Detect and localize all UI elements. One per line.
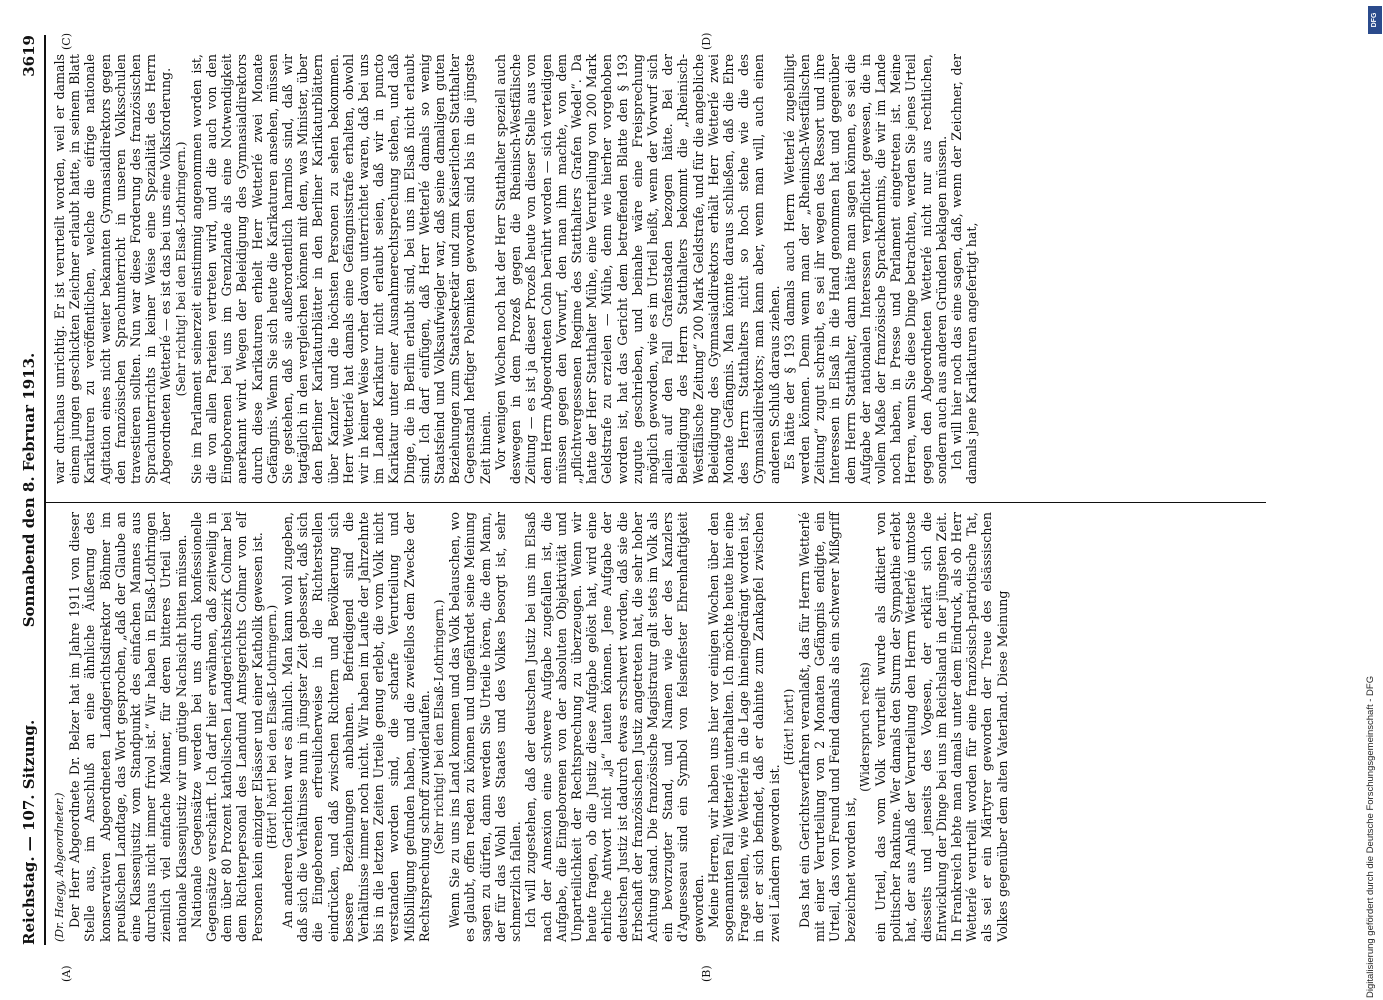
paragraph: Meine Herren, wir haben uns hier vor einigen Wochen über den sogenannten Fall Wetterlé unterhalten. Ich möchte heute hier eine Frage stellen, wie Wetterlé in die Lage hineingedrängt worden ist, in der er sich befindet, daß er dahinte zum Zankapfel zwischen zwei Ländern geworden ist.	[705, 512, 782, 942]
margin-mark-a: (A)	[60, 965, 73, 982]
paragraph: Ich will zugestehen, daß der deutschen Justiz bei uns im Elsaß nach der Annexion eine schwere Aufgabe zugefallen ist, die Aufgabe, die Eingeborenen von der absoluten Objektivität und Unparteilichkeit der Rechtsprechung zu überzeugen. Wenn wir heute fragen, ob die Justiz diese Aufgabe gelöst hat, wird eine ehrliche Antwort nicht „ja“ lauten können. Jene Aufgabe der deutschen Justiz ist dadurch etwas erschwert worden, daß sie die Erbschaft der französischen Justiz angetreten hat, die sehr hoher Achtung stand. Die französische Magistratur galt stets im Volk als ein bevorzugter Stand, und Namen wie der des Kanzlers d'Aguesseau sind ein Symbol von felsenfester Ehrenhaftigkeit geworden.	[523, 512, 706, 942]
paragraph: An anderen Gerichten war es ähnlich. Man kann wohl zugeben, daß sich die Verhältnisse nun in jüngster Zeit gebessert, daß sich die Eingeborenen erfreulicherweise in die Richterstellen eindrücken, und daß zwischen Richtern und Bevölkerung sich bessere Beziehungen anbahnen. Befriedigend sind die Verhältnisse immer noch nicht. Wir haben im Laufe der Jahrzehnte bis in die letzten Zeiten Urteile genug erlebt, die vom Volk nicht verstanden worden sind, die scharfe Verurteilung und Mißbilligung gefunden haben, und die zweifellos dem Zwecke der Rechtsprechung schroff zuwiderlaufen.	[280, 512, 432, 942]
paragraph: Es hätte der § 193 damals auch Herrn Wetterlé zugebilligt werden können. Denn wenn man der „Rheinisch-Westfälischen Zeitung“ zugut schreibt, es sei ihr wegen des Ressort und ihre Interessen in Elsaß in die Hand genommen hat und gegenüber dem Herrn Statthalter, dann hätte man sagen können, es sei die Aufgabe der nationalen Interessen verpflichtet gewesen, die in vollem Maße der französische Sprachkenntnis, die wir im Lande noch haben, in Presse und Parlament eingetreten ist. Meine Herren, wenn Sie diese Dinge betrachten, werden Sie jenes Urteil gegen den Abgeordneten Wetterlé nicht nur aus rechtlichen, sondern auch aus anderen Gründen beklagen müssen.	[781, 54, 949, 484]
interjection: (Hört! hört! bei den Elsaß-Lothringern.)	[264, 604, 279, 850]
paragraph: Nationale Gegensätze werden bei uns durch konfessionelle Gegensätze verschärft. Ich darf hier erwähnen, daß zeitweilig in dem über 80 Prozent katholischen Landgerichtsbezirk Colmar bei dem Richterpersonal des Landund Amtsgerichts Colmar von elf Personen kein einziger Elsässer und einer Katholik gewesen ist.	[188, 512, 265, 942]
speaker-note: (Dr. Haegy, Abgeordneter.)	[53, 792, 66, 942]
right-column	[52, 54, 979, 484]
margin-mark-b: (B)	[700, 965, 713, 982]
header-left: Reichstag. — 107. Sitzung.	[20, 719, 38, 945]
dfg-logo-text: DFG	[1371, 12, 1378, 28]
margin-mark-d: (D)	[700, 32, 713, 50]
digitization-note	[1365, 8, 1377, 998]
interjection: (Hört! hört!)	[781, 688, 796, 766]
interjection: (Widerspruch rechts)	[857, 662, 872, 792]
margin-mark-c: (C)	[60, 33, 73, 50]
paragraph: Sie im Parlament seinerzeit einstimmig angenommen worden ist, die von allen Parteien vertreten wird, und die auch von den Eingeborenen bei uns im Grenzlande als eine Notwendigkeit anerkannt wird. Wegen der Beleidigung des Gymnasialdirektors durch diese Karikaturen erhielt Herr Wetterlé zwei Monate Gefängnis. Wenn Sie sich heute die Karikaturen ansehen, müssen Sie gestehen, daß sie außerordentlich harmlos sind, daß wir tagtäglich in den vergleichen können mit dem, was Minister, über den Berliner Karikaturblätter in den Berliner Karikaturblättern über Kanzler und die höchsten Personen zu sehen bekommen. Herr Wetterlé hat damals eine Gefängnisstrafe erhalten, obwohl wir in keiner Weise vorher davon unterrichtet waren, daß bei uns im Lande Karikatur nicht erlaubt seien, daß wir in puncto Karikatur unter einer Ausnahmerechtsprechung stehen, und daß Dinge, die in Berlin erlaubt sind, bei uns im Elsaß nicht erlaubt sind. Ich darf einfügen, daß Herr Wetterlé damals so wenig Staatsfeind und Volksaufwiegler war, daß seine damaligen guten Beziehungen zum Staatssekretär und zum Kaiserlichen Statthalter Gegenstand heftiger Polemiken geworden sind bis in die jüngste Zeit hinein.	[188, 54, 493, 484]
page-number: 3619	[20, 35, 38, 77]
paragraph: Vor wenigen Wochen noch hat der Herr Statthalter speziell auch deswegen in dem Prozeß gegen die Rheinisch-Westfälische Zeitung — es ist ja dieser Prozeß heute von dieser Stelle aus von dem Herrn Abgeordneten Cohn berührt worden — sich verteidigen müssen gegen den Vorwurf, den man ihm machte, von dem „pflichtvergessenen Regime des Statthalters Grafen Wedel“. Da hatte der Herr Statthalter Mühe, eine Verurteilung von 200 Mark Geldstrafe zu erzielen — Mühe, denn wie hierher vorgehoben worden ist, hat das Gericht dem betreffenden Blatte den § 193 zugute geschrieben, und beinahe wäre eine Freisprechung möglich geworden, wie es im Urteil heißt, wenn der Vorwurf sich allein auf den Fall Grafenstaden bezogen hätte. Bei der Beleidigung des Herrn Statthalters bekommt die „Rheinisch-Westfälische Zeitung“ 200 Mark Geldstrafe, und für die angebliche Beleidigung des Gymnasialdirektors erhält Herr Wetterlé zwei Monate Gefängnis. Man könnte daraus schließen, daß die Ehre des Herrn Statthalters nicht so hoch stehe wie die des Gymnasialdirektors; man kann aber, wenn man will, auch einen anderen Schluß daraus ziehen.	[492, 54, 782, 484]
paragraph: Ich will hier noch das eine sagen, daß, wenn der Zeichner, der damals jene Karikaturen angefertigt hat,	[948, 54, 980, 484]
left-column	[52, 512, 1010, 942]
page-header	[16, 35, 44, 945]
interjection: (Sehr richtig! bei den Elsaß-Lothringern.)	[432, 599, 447, 855]
column-divider	[46, 502, 1266, 503]
header-date: Sonnabend den 8. Februar 1913.	[20, 352, 38, 628]
paragraph: Das hat ein Gerichtsverfahren veranlaßt, das für Herrn Wetterlé mit einer Verurteilung von 2 Monaten Gefängnis endigte, ein Urteil, das von Freund und Feind damals als ein schwerer Mißgriff bezeichnet worden ist,	[796, 512, 858, 942]
interjection: (Sehr richtig! bei den Elsaß-Lothringern.)	[173, 141, 188, 397]
paragraph: Wenn Sie zu uns ins Land kommen und das Volk belauschen, wo es glaubt, offen reden zu können und ungefährdet seine Meinung sagen zu dürfen, dann werden Sie Urteile hören, die dem Mann, der für das Wohl des Staates und des Volkes besorgt ist, sehr schmerzlich fallen.	[447, 512, 524, 942]
header-rule	[44, 35, 46, 945]
digitization-text: Digitalisierung gefördert durch die Deutsche Forschungsgemeinschaft - DFG	[1365, 675, 1376, 998]
paragraph: ein Urteil, das vom Volk verurteilt wurde als diktiert von politischer Rankune. Wer damals den Sturm der Sympathie erlebt hat, der aus Anlaß der Verurteilung den Herrn Wetterlé umtoste diesseits und jenseits des Vogesen, der erklärt sich die Entwicklung der Dinge bei uns im Reichsland in der jüngsten Zeit. In Frankreich lebte man damals unter dem Eindruck, als ob Herr Wetterlé verurteilt worden für eine französisch-patriotische Tat, als sei er ein Märtyrer geworden der Treue des elsässischen Volkes gegenüber dem alten Vaterland. Diese Meinung	[872, 512, 1010, 942]
paragraph: war durchaus unrichtig. Er ist verurteilt worden, weil er damals einem jungen geschickten Zeichner erlaubt hatte, in seinem Blatt Karikaturen zu veröffentlichen, welche die eifrige nationale Agitation eines nicht weiter bekannten Gymnasialdirektors gegen den französischen Sprachunterricht in unseren Volksschulen travestieren sollten. Nun war diese Forderung des französischen Sprachunterrichts in keiner Weise eine Spezialität des Herrn Abgeordneten Wetterlé — es ist das bei uns eine Volksforderung.	[52, 54, 174, 484]
paragraph: Der Herr Abgeordnete Dr. Belzer hat im Jahre 1911 von dieser Stelle aus, im Anschluß an eine ähnliche Äußerung des konservativen Abgeordneten Landgerichtsdirektor Böhmer im preußischen Landtage, das Wort gesprochen, „daß der Glaube an eine Klassenjustiz vom Standpunkt des einfachen Mannes aus durchaus nicht immer frivol ist.“ Wir haben in Elsaß-Lothringen ziemlich viel einfache Männer, für deren bitteres Urteil über nationale Klassenjustiz wir um gütige Nachsicht bitten müssen.	[67, 512, 189, 942]
